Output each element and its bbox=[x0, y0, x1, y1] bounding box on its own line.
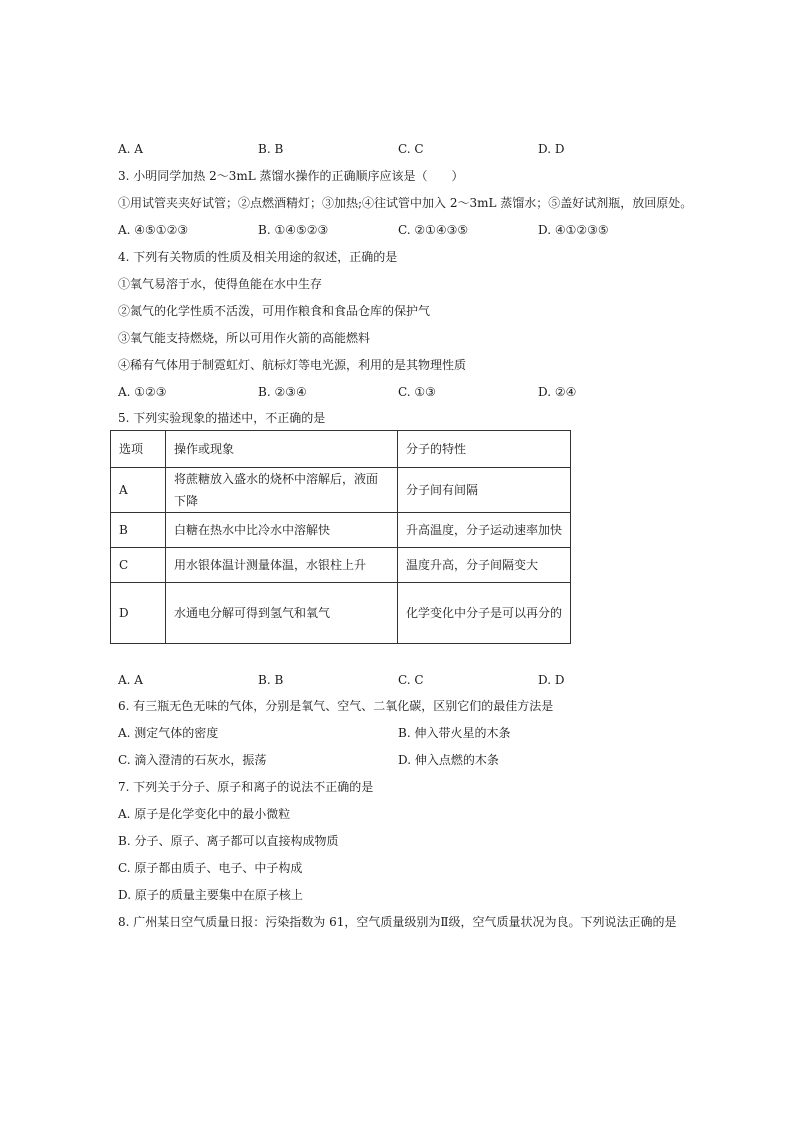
q4-item-1: ①氧气易溶于水，使得鱼能在水中生存 bbox=[118, 277, 323, 291]
q5-row-c-option: C bbox=[111, 548, 166, 583]
q2-option-a: A. A bbox=[118, 142, 143, 156]
q4-item-2: ②氮气的化学性质不活泼，可用作粮食和食品仓库的保护气 bbox=[118, 304, 431, 318]
table-row bbox=[111, 548, 571, 583]
q5-options bbox=[118, 672, 678, 688]
q7-option-c: C. 原子都由质子、电子、中子构成 bbox=[118, 861, 303, 875]
q8-stem: 8. 广州某日空气质量日报：污染指数为 61，空气质量级别为Ⅱ级，空气质量状况为良。下列说法正确的是 bbox=[118, 915, 677, 929]
q3-option-b: B. ①④⑤②③ bbox=[258, 223, 329, 237]
q7-option-d: D. 原子的质量主要集中在原子核上 bbox=[118, 888, 303, 902]
q5-row-d-operation: 水通电分解可得到氢气和氧气 bbox=[166, 583, 398, 644]
table-row bbox=[111, 583, 571, 644]
q6-options-row-1 bbox=[118, 725, 678, 741]
q4-item-3: ③氧气能支持燃烧，所以可用作火箭的高能燃料 bbox=[118, 331, 371, 345]
q3-option-a: A. ④⑤①②③ bbox=[118, 223, 189, 237]
q5-option-d: D. D bbox=[538, 673, 565, 687]
table-row bbox=[111, 513, 571, 548]
q4-option-a: A. ①②③ bbox=[118, 385, 167, 399]
q6-option-c: C. 滴入澄清的石灰水，振荡 bbox=[118, 753, 267, 767]
table-row bbox=[111, 468, 571, 513]
q5-option-c: C. C bbox=[398, 673, 424, 687]
q5-row-d-property: 化学变化中分子是可以再分的 bbox=[398, 583, 571, 644]
q5-option-b: B. B bbox=[258, 673, 284, 687]
q5-row-c-operation: 用水银体温计测量体温，水银柱上升 bbox=[166, 548, 398, 583]
q4-options bbox=[118, 384, 678, 400]
q4-option-c: C. ①③ bbox=[398, 385, 436, 399]
q7-stem: 7. 下列关于分子、原子和离子的说法不正确的是 bbox=[118, 780, 374, 794]
q4-option-b: B. ②③④ bbox=[258, 385, 307, 399]
q2-option-c: C. C bbox=[398, 142, 424, 156]
q6-stem: 6. 有三瓶无色无味的气体，分别是氧气、空气、二氧化碳，区别它们的最佳方法是 bbox=[118, 699, 554, 713]
q5-header-property: 分子的特性 bbox=[398, 431, 571, 468]
q5-table bbox=[110, 430, 571, 644]
q4-stem: 4. 下列有关物质的性质及相关用途的叙述，正确的是 bbox=[118, 250, 398, 264]
q5-row-a-operation: 将蔗糖放入盛水的烧杯中溶解后，液面下降 bbox=[166, 468, 398, 513]
q3-option-d: D. ④①②③⑤ bbox=[538, 223, 609, 237]
q6-options-row-2 bbox=[118, 752, 678, 768]
q5-header-option: 选项 bbox=[111, 431, 166, 468]
q2-options bbox=[118, 141, 678, 157]
q3-option-c: C. ②①④③⑤ bbox=[398, 223, 469, 237]
q5-option-a: A. A bbox=[118, 673, 143, 687]
q5-table-header bbox=[111, 431, 571, 468]
q4-option-d: D. ②④ bbox=[538, 385, 577, 399]
q4-item-4: ④稀有气体用于制霓虹灯、航标灯等电光源，利用的是其物理性质 bbox=[118, 358, 467, 372]
q5-row-b-option: B bbox=[111, 513, 166, 548]
q5-stem: 5. 下列实验现象的描述中，不正确的是 bbox=[118, 411, 326, 425]
q3-stem: 3. 小明同学加热 2～3mL 蒸馏水操作的正确顺序应该是（ ） bbox=[118, 169, 464, 183]
q5-row-b-property: 升高温度，分子运动速率加快 bbox=[398, 513, 571, 548]
q3-options bbox=[118, 222, 678, 238]
q5-header-operation: 操作或现象 bbox=[166, 431, 398, 468]
q2-option-b: B. B bbox=[258, 142, 284, 156]
q2-option-d: D. D bbox=[538, 142, 565, 156]
q5-row-a-option: A bbox=[111, 468, 166, 513]
q5-row-b-operation: 白糖在热水中比冷水中溶解快 bbox=[166, 513, 398, 548]
q5-row-c-property: 温度升高，分子间隔变大 bbox=[398, 548, 571, 583]
q3-steps: ①用试管夹夹好试管；②点燃酒精灯；③加热;④往试管中加入 2～3mL 蒸馏水；⑤盖好试剂瓶，放回原处。 bbox=[118, 196, 693, 210]
q6-option-b: B. 伸入带火星的木条 bbox=[398, 726, 511, 740]
q6-option-a: A. 测定气体的密度 bbox=[118, 726, 219, 740]
q6-option-d: D. 伸入点燃的木条 bbox=[398, 753, 499, 767]
q5-row-d-option: D bbox=[111, 583, 166, 644]
q5-row-a-property: 分子间有间隔 bbox=[398, 468, 571, 513]
q7-option-a: A. 原子是化学变化中的最小微粒 bbox=[118, 807, 291, 821]
q7-option-b: B. 分子、原子、离子都可以直接构成物质 bbox=[118, 834, 339, 848]
